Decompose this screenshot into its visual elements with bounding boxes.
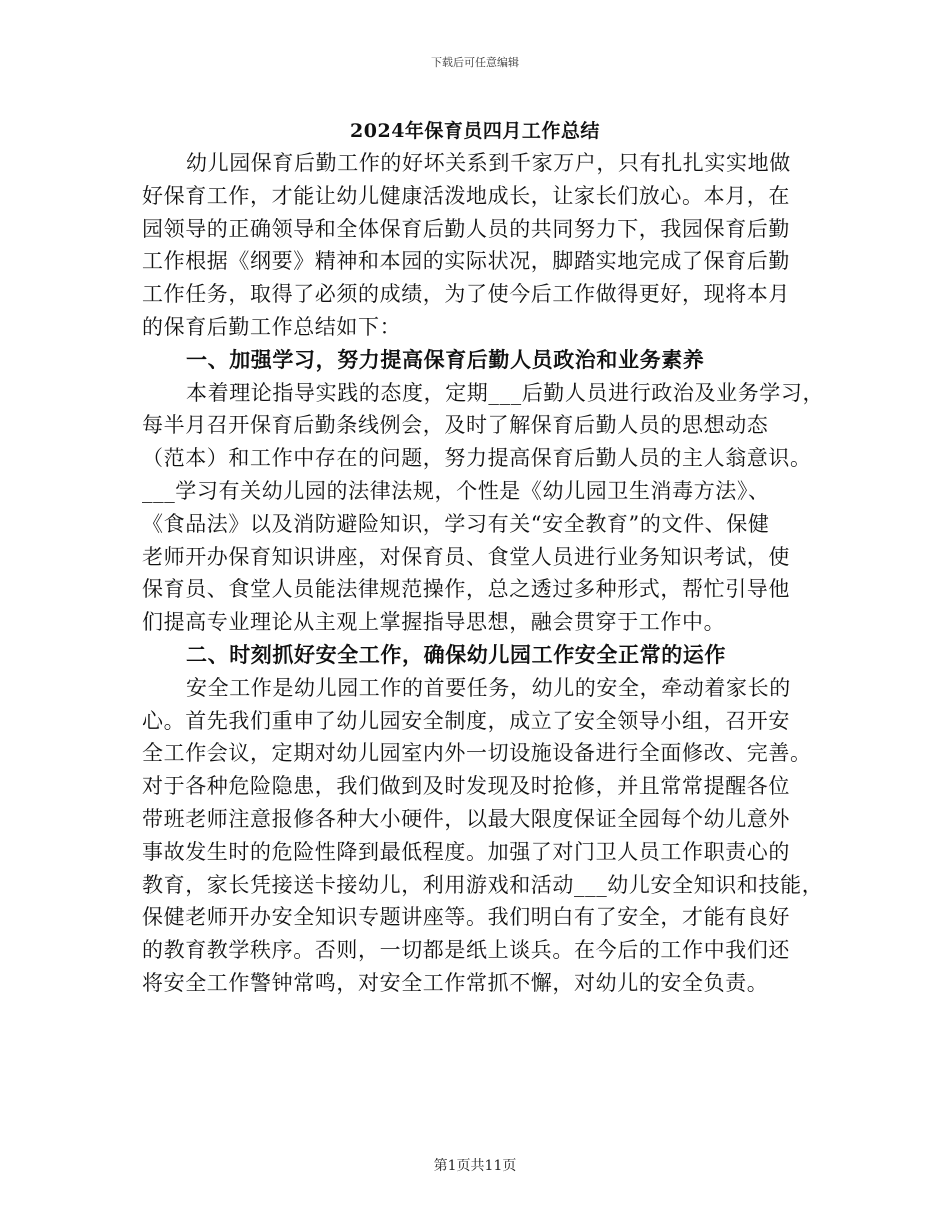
body-line: 《食品法》以及消防避险知识，学习有关“安全教育”的文件、保健	[142, 511, 770, 536]
page-footer: 第1页共11页	[433, 1158, 517, 1174]
body-line: 保育员、食堂人员能法律规范操作，总之透过多种形式，帮忙引导他	[142, 577, 790, 602]
body-line: 心。首先我们重申了幼儿园安全制度，成立了安全领导小组，召开安	[142, 708, 790, 733]
body-line: 园领导的正确领导和全体保育后勤人员的共同努力下，我园保育后勤	[142, 216, 790, 241]
body-line: 将安全工作警钟常鸣，对安全工作常抓不懈，对幼儿的安全负责。	[142, 970, 769, 995]
body-line: （范本）和工作中存在的问题，努力提高保育后勤人员的主人翁意识。	[142, 446, 812, 471]
section-heading: 一、加强学习，努力提高保育后勤人员政治和业务素养	[186, 346, 705, 372]
body-line: 工作根据《纲要》精神和本园的实际状况，脚踏实地完成了保育后勤	[142, 249, 790, 274]
body-line: 事故发生时的危险性降到最低程度。加强了对门卫人员工作职责心的	[142, 839, 790, 864]
body-line: 教育，家长凭接送卡接幼儿，利用游戏和活动___幼儿安全知识和技能，	[142, 872, 824, 897]
body-line: 安全工作是幼儿园工作的首要任务，幼儿的安全，牵动着家长的	[186, 675, 791, 700]
header-note: 下载后可任意编辑	[431, 56, 519, 69]
body-line: 带班老师注意报修各种大小硬件，以最大限度保证全园每个幼儿意外	[142, 806, 790, 831]
body-line: 工作任务，取得了必须的成绩，为了使今后工作做得更好，现将本月	[142, 282, 790, 307]
body-line: 每半月召开保育后勤条线例会，及时了解保育后勤人员的思想动态	[142, 413, 769, 438]
body-line: 们提高专业理论从主观上掌握指导思想，融会贯穿于工作中。	[142, 610, 726, 635]
body-line: 全工作会议，定期对幼儿园室内外一切设施设备进行全面修改、完善。	[142, 741, 812, 766]
body-line: 的教育教学秩序。否则，一切都是纸上谈兵。在今后的工作中我们还	[142, 938, 790, 963]
section-heading: 二、时刻抓好安全工作，确保幼儿园工作安全正常的运作	[186, 641, 726, 667]
body-line: 本着理论指导实践的态度，定期___后勤人员进行政治及业务学习，	[186, 380, 825, 405]
body-line: 好保育工作，才能让幼儿健康活泼地成长，让家长们放心。本月，在	[142, 183, 790, 208]
body-line: ___学习有关幼儿园的法律法规，个性是《幼儿园卫生消毒方法》、	[142, 478, 770, 503]
body-line: 幼儿园保育后勤工作的好坏关系到千家万户，只有扎扎实实地做	[186, 151, 791, 175]
body-line: 对于各种危险隐患，我们做到及时发现及时抢修，并且常常提醒各位	[142, 774, 790, 799]
document-body	[142, 147, 825, 1000]
body-line: 老师开办保育知识讲座，对保育员、食堂人员进行业务知识考试，使	[142, 544, 790, 569]
document-title: 2024年保育员四月工作总结	[350, 120, 600, 142]
body-line: 保健老师开办安全知识专题讲座等。我们明白有了安全，才能有良好	[142, 905, 790, 930]
body-line: 的保育后勤工作总结如下：	[142, 314, 402, 339]
